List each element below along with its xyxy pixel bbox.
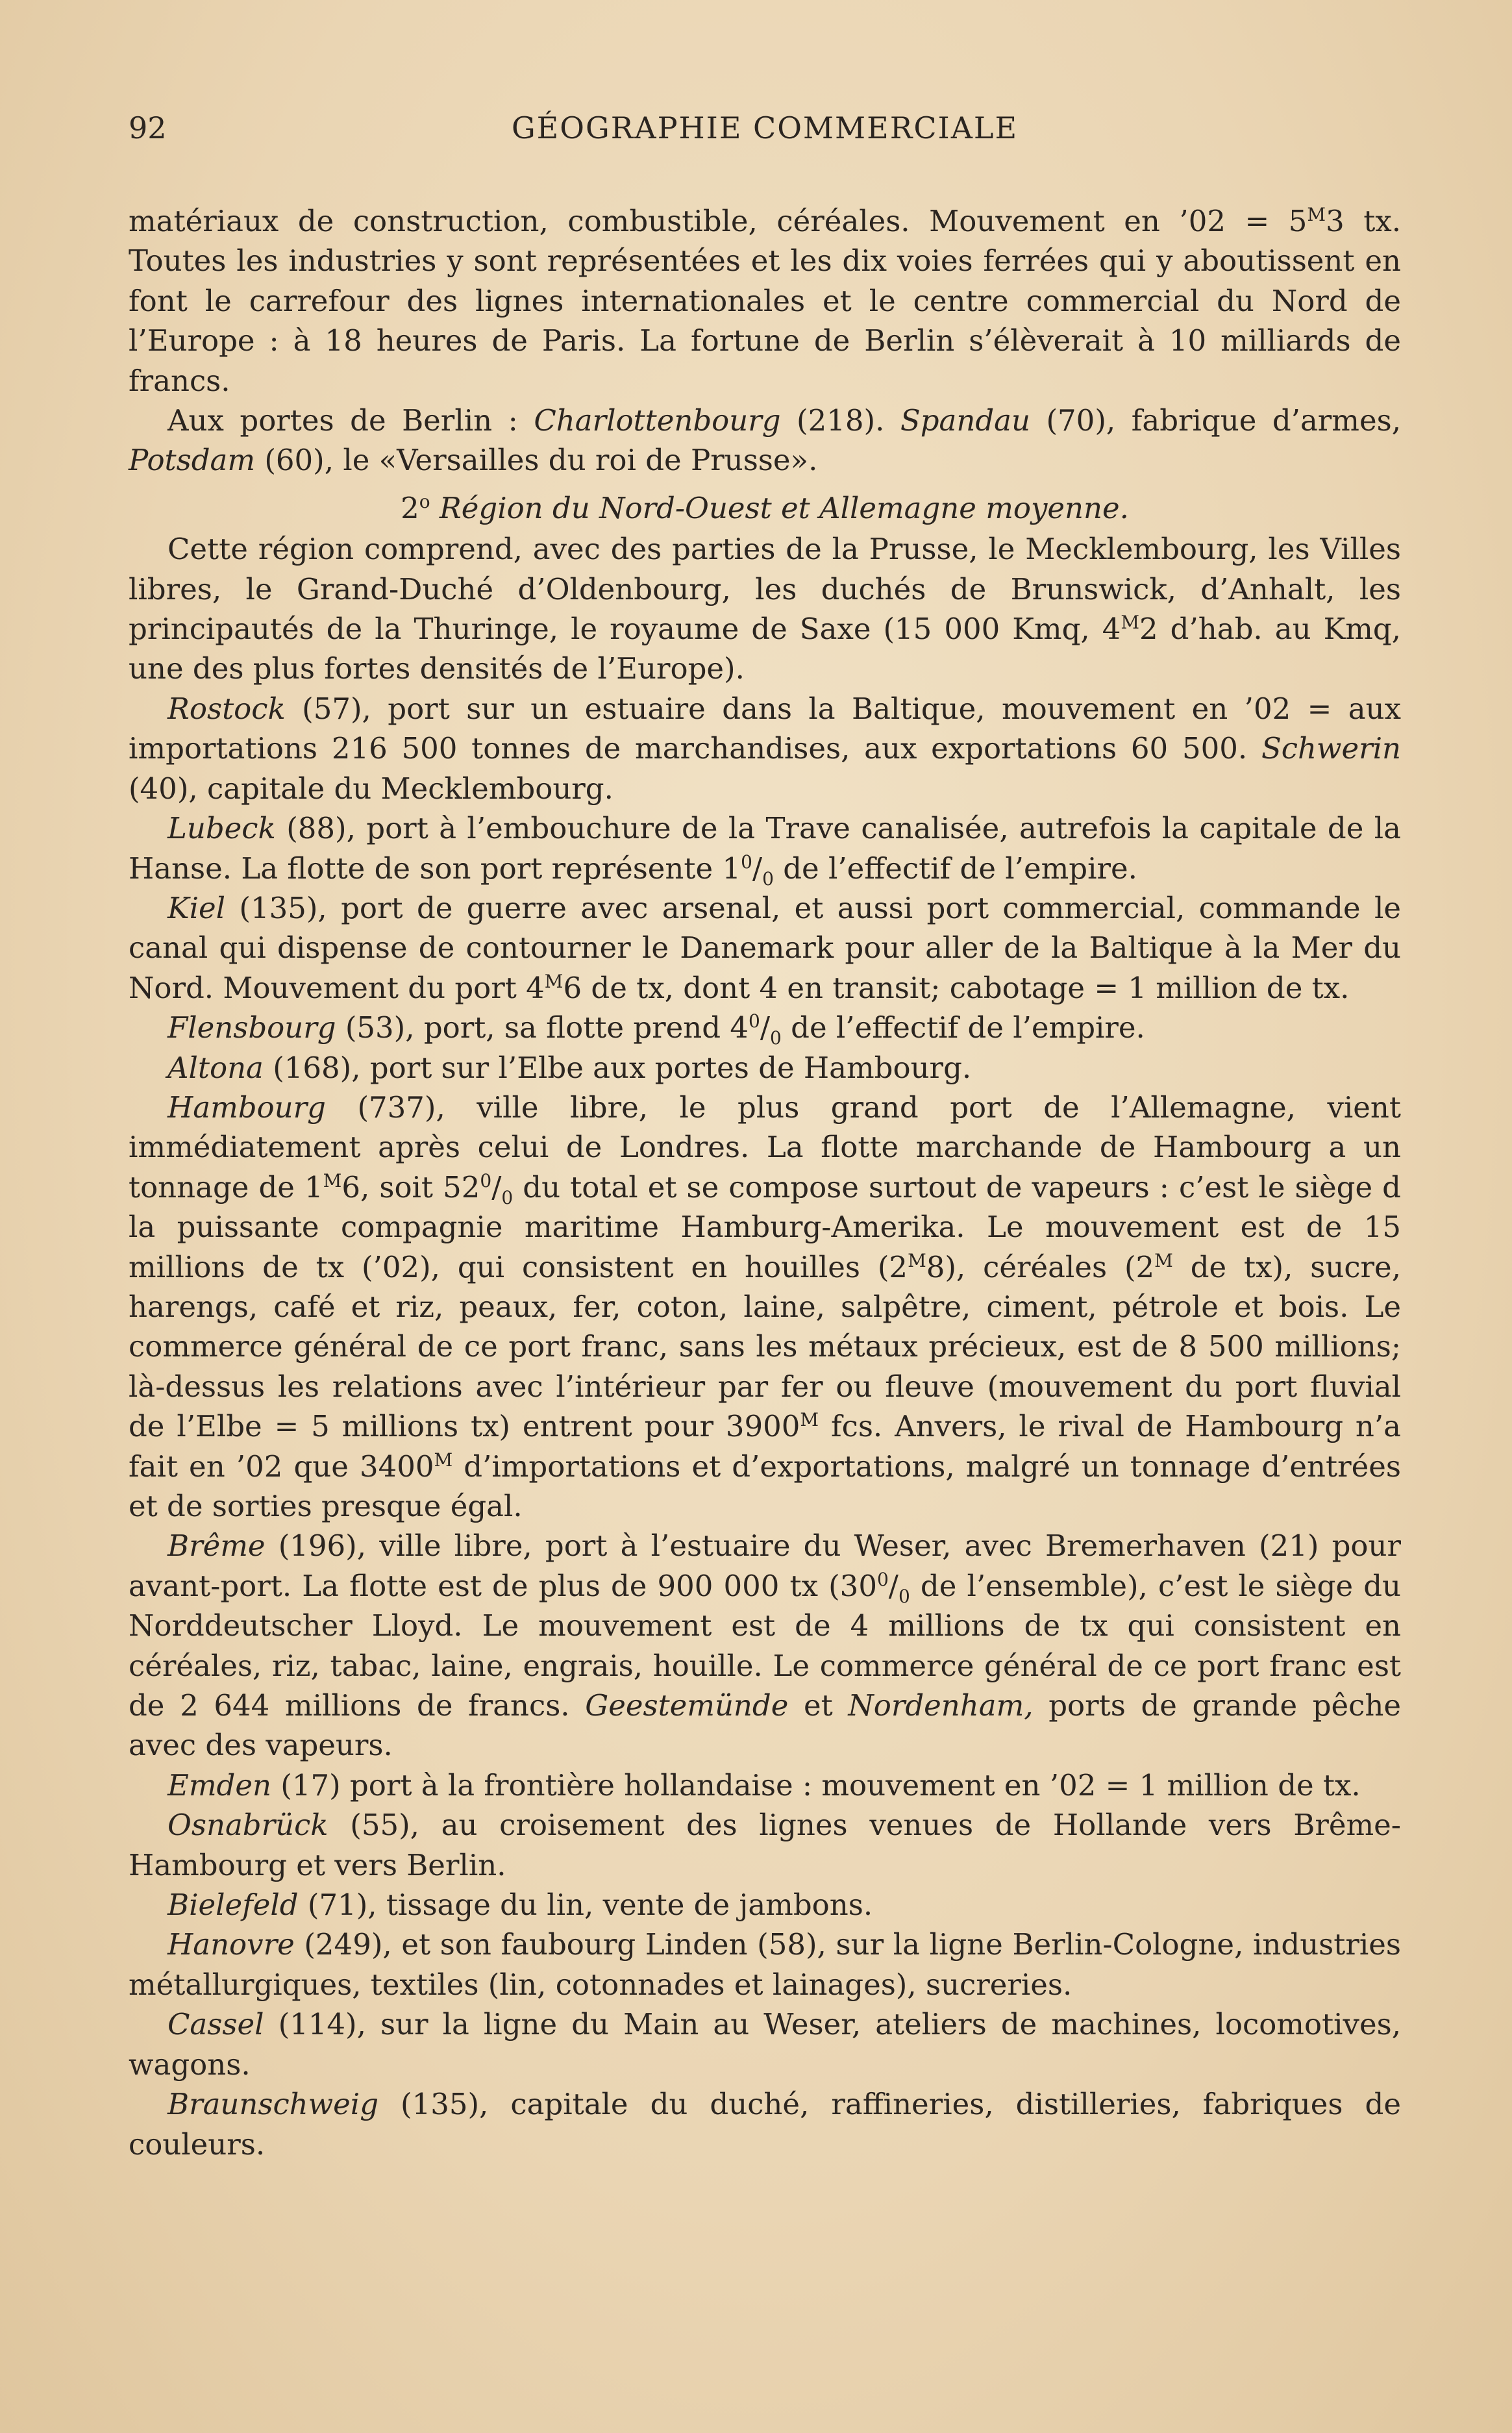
section-heading: 2$^o$ Région du Nord-Ouest et Allemagne moyenne.	[401, 490, 1129, 525]
place-name: Hanovre	[167, 1927, 295, 1962]
place-name: Geestemünde	[585, 1688, 789, 1723]
paragraph: Cassel (114), sur la ligne du Main au Weser, ateliers de machines, locomotives, wagons.	[129, 2007, 1401, 2082]
page-number: 92	[129, 110, 167, 145]
paragraph: Osnabrück (55), au croisement des lignes venues de Hollande vers Brême-Hambourg et vers Berlin.	[129, 1808, 1401, 1882]
body-text	[129, 201, 1401, 2164]
place-name: Emden	[167, 1767, 271, 1803]
place-name: Spandau	[900, 403, 1030, 438]
place-name: Charlottenbourg	[534, 403, 781, 438]
place-name: Bielefeld	[167, 1888, 299, 1923]
book-page	[129, 104, 1401, 2164]
place-name: Braunschweig	[167, 2087, 378, 2122]
place-name: Schwerin	[1261, 731, 1401, 766]
running-title: GÉOGRAPHIE COMMERCIALE	[511, 110, 1019, 145]
paragraph: Braunschweig (135), capitale du duché, raffineries, distilleries, fabriques de couleurs.	[129, 2087, 1401, 2162]
place-name: Flensbourg	[167, 1010, 336, 1045]
paragraph: Rostock (57), port sur un estuaire dans la Baltique, mouvement en ’02 = aux importations 216 500 tonnes de marchandises, aux exportations 60 500. Schwerin (40), capitale du Mecklembourg.	[129, 691, 1401, 806]
page-header	[129, 104, 1401, 149]
paragraph: Flensbourg (53), port, sa flotte prend $4^0/_0$ de l’effectif de l’empire.	[167, 1010, 1145, 1049]
place-name: Potsdam	[129, 443, 256, 478]
place-name: Brême	[167, 1528, 266, 1564]
paragraph: Bielefeld (71), tissage du lin, vente de jambons.	[167, 1888, 873, 1923]
paragraph: Lubeck (88), port à l’embouchure de la Trave canalisée, autrefois la capitale de la Hanse. La flotte de son port représente $1^0/_0$ de l’effectif de l’empire.	[129, 811, 1401, 890]
place-name: Nordenham,	[848, 1688, 1034, 1723]
place-name: Rostock	[167, 691, 286, 726]
paragraph: Kiel (135), port de guerre avec arsenal, et aussi port commercial, commande le canal qui dispense de contourner le Danemark pour aller de la Baltique à la Mer du Nord. Mouvement du port $4^M6$ de tx, dont 4 en transit; cabotage = 1 million de tx.	[129, 890, 1401, 1005]
place-name: Kiel	[167, 890, 226, 925]
paragraph: Cette région comprend, avec des parties de la Prusse, le Mecklembourg, les Villes libres, le Grand-Duché d’Oldenbourg, les duchés de Brunswick, d’Anhalt, les principautés de la Thuringe, le royaume de Saxe (15 000 Kmq, $4^M2$ d’hab. au Kmq, une des plus fortes densités de l’Europe).	[129, 532, 1401, 686]
paragraph: Emden (17) port à la frontière hollandaise : mouvement en ’02 = 1 million de tx.	[167, 1767, 1361, 1803]
paragraph: Hanovre (249), et son faubourg Linden (58), sur la ligne Berlin-Cologne, industries métallurgiques, textiles (lin, cotonnades et lainages), sucreries.	[129, 1927, 1401, 2002]
place-name: Lubeck	[167, 811, 276, 846]
place-name: Hambourg	[167, 1090, 326, 1125]
paragraph: matériaux de construction, combustible, céréales. Mouvement en ’02 = $5^M3$ tx. Toutes les industries y sont représentées et les dix voies ferrées qui y aboutissent en font le carrefour des lignes internationales et le centre commercial du Nord de l’Europe : à 18 heures de Paris. La fortune de Berlin s’élèverait à 10 milliards de francs.	[129, 204, 1402, 398]
paragraph: Brême (196), ville libre, port à l’estuaire du Weser, avec Bremerhaven (21) pour avant-port. La flotte est de plus de 900 000 tx ($30^0/_0$ de l’ensemble), c’est le siège du Norddeutscher Lloyd. Le mouvement est de 4 millions de tx qui consistent en céréales, riz, tabac, laine, engrais, houille. Le commerce général de ce port franc est de 2 644 millions de francs. Geestemünde et Nordenham, ports de grande pêche avec des vapeurs.	[129, 1528, 1401, 1763]
place-name: Osnabrück	[167, 1808, 328, 1843]
paragraph: Aux portes de Berlin : Charlottenbourg (218). Spandau (70), fabrique d’armes, Potsdam (60), le «Versailles du roi de Prusse».	[129, 403, 1401, 478]
paragraph: Hambourg (737), ville libre, le plus grand port de l’Allemagne, vient immédiatement après celui de Londres. La flotte marchande de Hambourg a un tonnage de $1^M6$, soit $52^0/_0$ du total et se compose surtout de vapeurs : c’est le siège d la puissante compagnie maritime Hamburg-Amerika. Le mouvement est de 15 millions de tx (’02), qui consistent en houilles $(2^M8)$, céréales ($2^M$ de tx), sucre, harengs, café et riz, peaux, fer, coton, laine, salpêtre, ciment, pétrole et bois. Le commerce général de ce port franc, sans les métaux précieux, est de 8 500 millions; là-dessus les relations avec l’intérieur par fer ou fleuve (mouvement du port fluvial de l’Elbe = 5 millions tx) entrent pour $3900^M$ fcs. Anvers, le rival de Hambourg n’a fait en ’02 que $3400^M$ d’importations et d’exportations, malgré un tonnage d’entrées et de sorties presque égal.	[129, 1090, 1401, 1523]
place-name: Altona	[167, 1050, 264, 1085]
place-name: Cassel	[167, 2007, 264, 2042]
paragraph: Altona (168), port sur l’Elbe aux portes de Hambourg.	[167, 1050, 972, 1085]
